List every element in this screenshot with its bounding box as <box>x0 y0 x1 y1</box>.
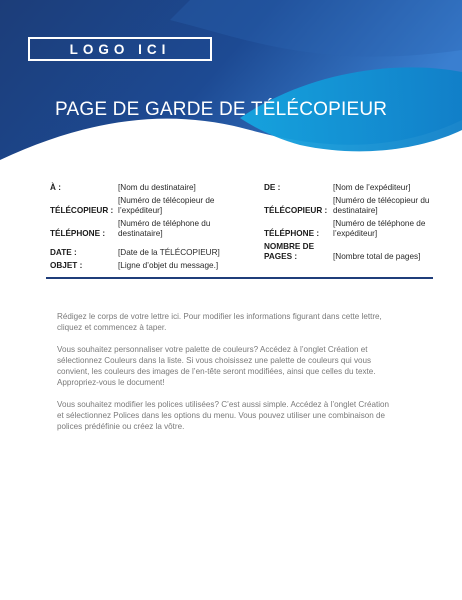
sender-phone-row <box>264 219 434 239</box>
to-value[interactable]: [Nom du destinataire] <box>118 183 196 192</box>
body-paragraph-3[interactable]: Vous souhaitez modifier les polices utilisées? C’est aussi simple. Accédez à l’onglet Création et sélectionnez Polices dans les options du menu. Vous pouvez utiliser une combinaison de polices prédéfinie ou créez la vôtre. <box>57 400 390 431</box>
to-label: À : <box>50 183 61 192</box>
subject-row <box>50 261 250 271</box>
logo-placeholder: LOGO ICI <box>28 37 212 61</box>
date-value[interactable]: [Date de la TÉLÉCOPIEUR] <box>118 248 220 257</box>
from-label: DE : <box>264 183 281 192</box>
pages-row <box>264 242 434 262</box>
pages-value[interactable]: [Nombre total de pages] <box>333 252 421 261</box>
sender-fax-label: TÉLÉCOPIEUR : <box>264 206 328 215</box>
pages-label: NOMBRE DE PAGES : <box>264 242 315 261</box>
recipient-fax-label: TÉLÉCOPIEUR : <box>50 206 114 215</box>
subject-value[interactable]: [Ligne d’objet du message.] <box>118 261 219 270</box>
sender-phone-label: TÉLÉPHONE : <box>264 229 320 238</box>
to-row <box>50 183 250 193</box>
subject-label: OBJET : <box>50 261 83 270</box>
recipient-phone-label: TÉLÉPHONE : <box>50 229 106 238</box>
recipient-fax-value[interactable]: [Numéro de télécopieur de l’expéditeur] <box>118 196 215 215</box>
from-value[interactable]: [Nom de l’expéditeur] <box>333 183 411 192</box>
date-label: DATE : <box>50 248 77 257</box>
letter-body[interactable] <box>57 311 397 443</box>
page-title: PAGE DE GARDE DE TÉLÉCOPIEUR <box>55 99 388 120</box>
sender-phone-value[interactable]: [Numéro de téléphone de l’expéditeur] <box>333 219 426 238</box>
sender-fax-value[interactable]: [Numéro de télécopieur du destinataire] <box>333 196 430 215</box>
body-paragraph-2[interactable]: Vous souhaitez personnaliser votre palette de couleurs? Accédez à l’onglet Création et sélectionnez Couleurs dans la liste. Si vous choisissez une palette de couleurs qui vous convient, les couleurs des images de l’en-tête seront modifiées, ainsi que celles du texte. Appropriez-vous le document! <box>57 345 376 387</box>
recipient-info <box>50 183 250 274</box>
header-banner <box>0 0 462 175</box>
sender-fax-row <box>264 196 434 216</box>
from-row <box>264 183 434 193</box>
body-paragraph-1[interactable]: Rédigez le corps de votre lettre ici. Pour modifier les informations figurant dans cette lettre, cliquez et commencez à taper. <box>57 312 382 332</box>
section-divider <box>46 277 433 279</box>
recipient-fax-row <box>50 196 250 216</box>
date-row <box>50 248 250 258</box>
wave-background <box>0 0 462 175</box>
recipient-phone-value[interactable]: [Numéro de téléphone du destinataire] <box>118 219 211 238</box>
sender-info <box>264 183 434 265</box>
recipient-phone-row <box>50 219 250 239</box>
